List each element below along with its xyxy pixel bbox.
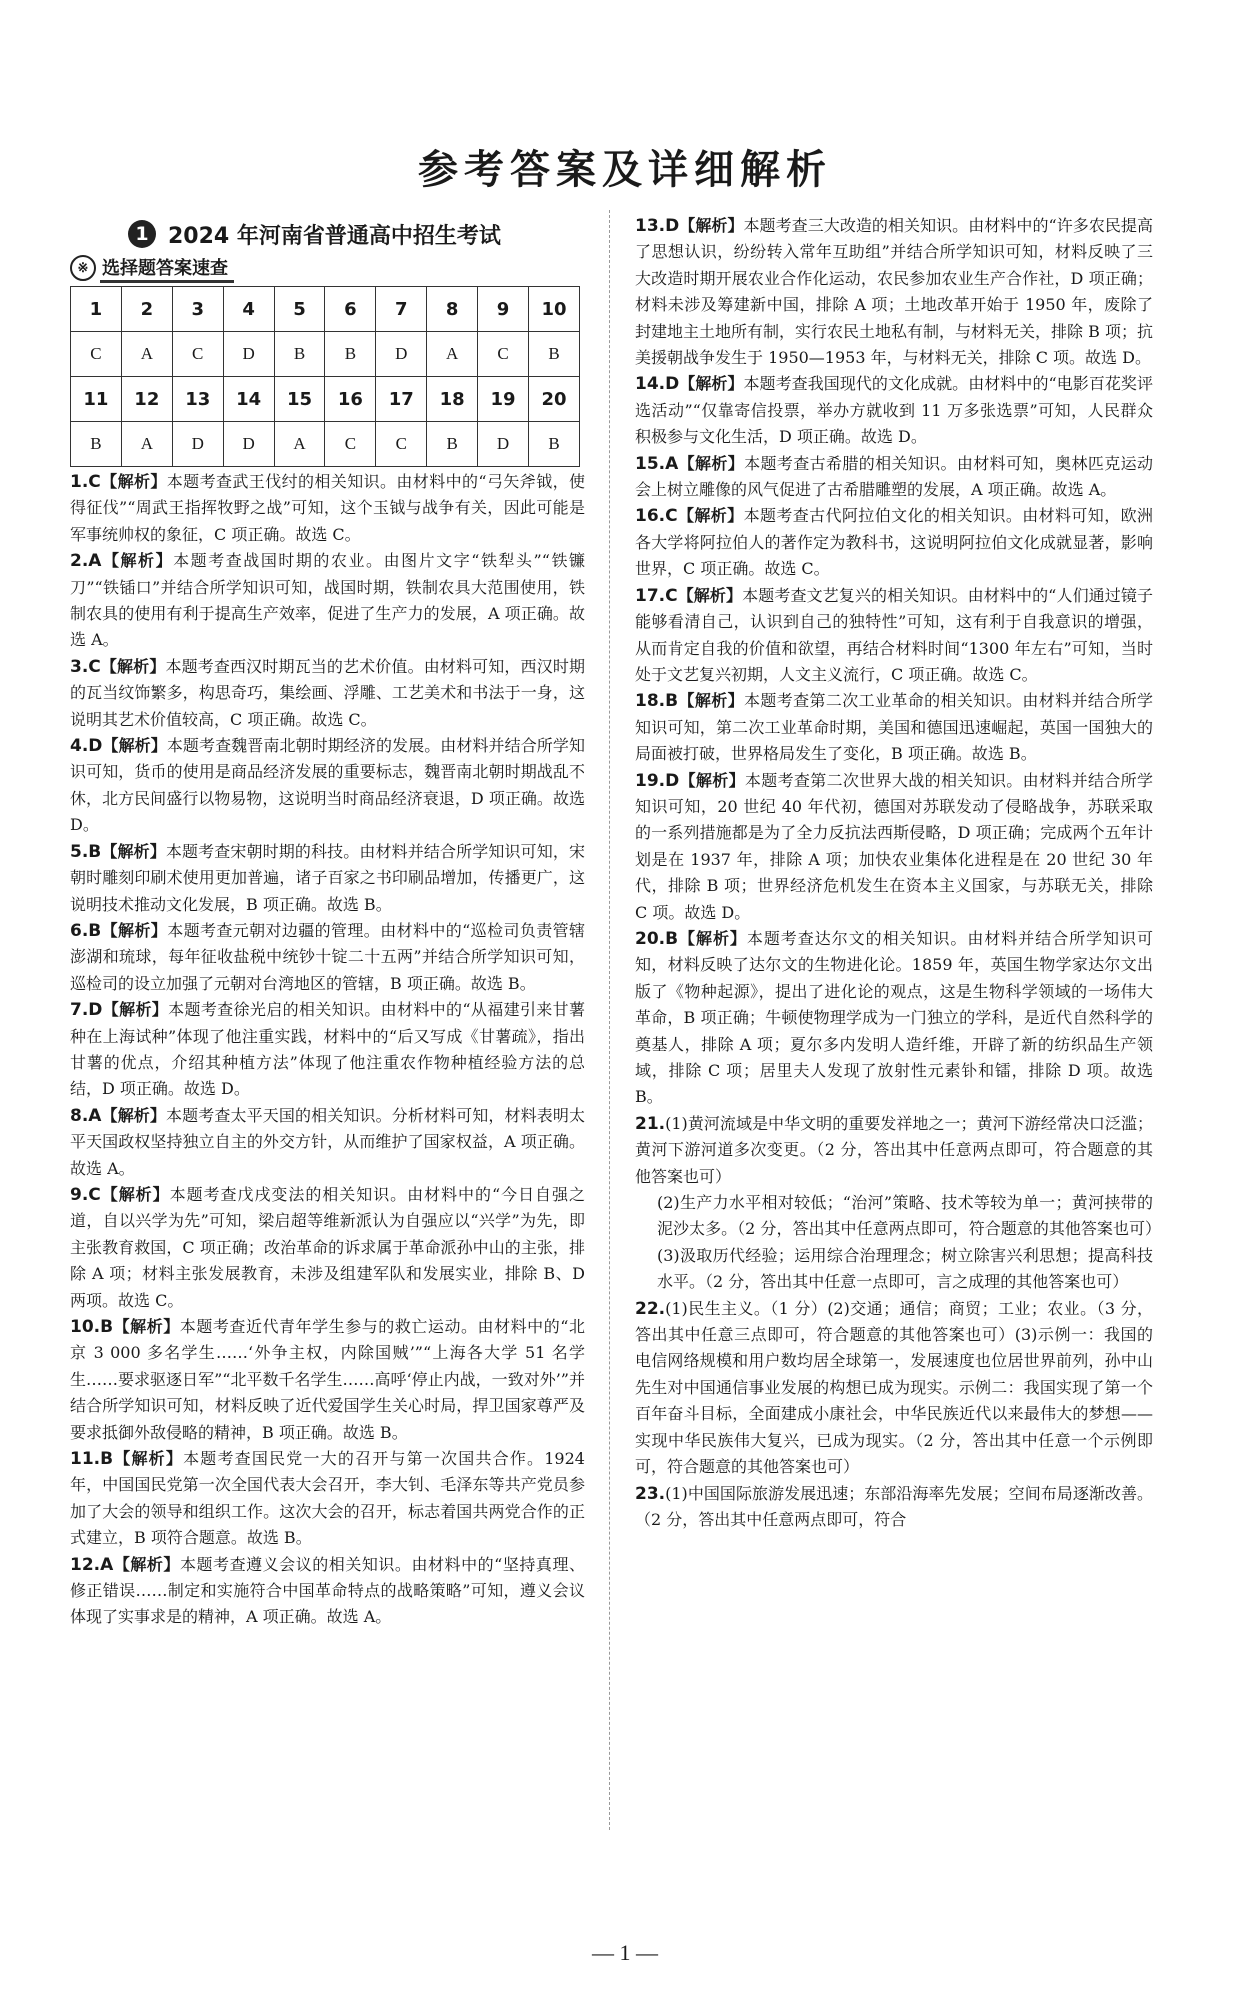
question-answer-number: 13.D: [635, 216, 680, 236]
question-number-cell: 15: [274, 377, 325, 422]
analysis-tag: 【解析】: [113, 1554, 180, 1574]
question-answer-number: 7.D: [70, 1000, 103, 1021]
quick-answer-label: 选择题答案速查: [100, 254, 234, 283]
question-number-cell: 11: [71, 377, 122, 422]
question-answer-number: 19.D: [635, 770, 680, 791]
page-number: — 1 —: [592, 1940, 658, 1965]
answer-text: (1)民生主义。（1 分）(2)交通；通信；商贸；工业；农业。（3 分，答出其中任意三点即可，符合题意的其他答案也可）(3)示例一：我国的电信网络规模和用户数均居全球第一，发展速度也位居世界前列，孙中山先生对中国通信事业发展的构想已成为现实。示例二：我国实现了第一个百年奋斗目标，全面建成小康社会，中华民族近代以来最伟大的梦想——实现中华民族伟大复兴，已成为现实。（2 分，答出其中任意一个示例即可，符合题意的其他答案也可）: [635, 1298, 1153, 1477]
explanation-text: 本题考查宋朝时期的科技。由材料并结合所学知识可知，宋朝时雕刻印刷术使用更加普遍，诸子百家之书印刷品增加，传播更广，这说明技术推动文化发展，B 项正确。故选 B。: [70, 841, 585, 914]
explanation-item: [70, 469, 585, 548]
answer-table: [70, 286, 580, 467]
answer-text: (2)生产力水平相对较低；“治河”策略、技术等较为单一；黄河挟带的泥沙太多。（2 分，答出其中任意两点即可，符合题意的其他答案也可）(3)汲取历代经验；运用综合治理理念；树立除害兴利思想；提高科技水平。（2 分，答出其中任意一点即可，言之成理的其他答案也可）: [657, 1193, 1153, 1292]
explanation-text: 本题考查戊戌变法的相关知识。由材料中的“今日自强之道，自以兴学为先”可知，梁启超等维新派认为自强应以“兴学”为先，即主张教育救国，C 项正确；改治革命的诉求属于革命派孙中山的主张，排除 A 项；材料主张发展教育，未涉及组建军队和发展实业，排除 B、D 两项。故选 C。: [70, 1184, 585, 1310]
question-answer-number: 8.A: [70, 1105, 102, 1126]
analysis-tag: 【解析】: [678, 928, 747, 948]
answer-table-number-row: [71, 377, 580, 422]
explanation-item: [70, 839, 585, 918]
answer-letter-cell: B: [274, 332, 325, 377]
question-answer-number: 3.C: [70, 656, 101, 677]
analysis-tag: 【解析】: [678, 691, 744, 711]
question-answer-number: 5.B: [70, 841, 102, 862]
analysis-tag: 【解析】: [100, 1184, 170, 1204]
question-number-cell: 12: [121, 377, 172, 422]
question-number-cell: 18: [427, 377, 478, 422]
question-number-cell: 8: [427, 287, 478, 332]
explanation-item: [635, 451, 1153, 504]
analysis-tag: 【解析】: [101, 841, 166, 861]
left-explanations: [70, 469, 585, 1631]
explanation-item: [70, 548, 585, 654]
question-answer-number: 12.A: [70, 1554, 114, 1575]
explanation-text: 本题考查武王伐纣的相关知识。由材料中的“弓矢斧钺，使得征伐”“周武王指挥牧野之战”可知，这个玉钺与战争有关，因此可能是军事统帅权的象征，C 项正确。故选 C。: [70, 472, 585, 544]
explanation-item: [635, 926, 1153, 1111]
explanation-text: 本题考查战国时期的农业。由图片文字“铁犁头”“铁镰刀”“铁锸口”并结合所学知识可知，战国时期，铁制农具大范围使用，铁制农具的使用有利于提高生产效率，促进了生产力的发展，A 项正确。故选 A。: [70, 551, 585, 650]
explanation-text: 本题考查遵义会议的相关知识。由材料中的“坚持真理、修正错误……制定和实施符合中国革命特点的战略策略”可知，遵义会议体现了实事求是的精神，A 项正确。故选 A。: [70, 1554, 585, 1627]
answer-letter-cell: D: [376, 332, 427, 377]
question-answer-number: 18.B: [635, 691, 679, 712]
question-answer-number: 2.A: [70, 551, 102, 572]
question-answer-number: 1.C: [70, 472, 101, 492]
analysis-tag: 【解析】: [113, 1317, 180, 1336]
explanation-item: [635, 213, 1153, 371]
explanation-text: 本题考查古代阿拉伯文化的相关知识。由材料可知，欧洲各大学将阿拉伯人的著作定为教科书，这说明阿拉伯文化成就显著，影响世界，C 项正确。故选 C。: [635, 506, 1153, 579]
question-number-cell: 6: [325, 287, 376, 332]
answer-letter-cell: C: [478, 332, 529, 377]
question-answer-number: 17.C: [635, 585, 678, 606]
question-number-cell: 17: [376, 377, 427, 422]
answer-letter-cell: D: [223, 332, 274, 377]
explanation-text: 本题考查元朝对边疆的管理。由材料中的“巡检司负责管辖澎湖和琉球，每年征收盐税中统钞十锭二十五两”并结合所学知识可知，巡检司的设立加强了元朝对台湾地区的管辖，B 项正确。故选 B。: [70, 920, 585, 993]
analysis-tag: 【解析】: [679, 216, 744, 235]
question-21: [635, 1111, 1153, 1296]
explanation-item: [70, 1552, 585, 1631]
quick-answer-header: [70, 254, 585, 282]
question-number-cell: 20: [529, 377, 580, 422]
answer-letter-cell: D: [478, 422, 529, 467]
analysis-tag: 【解析】: [101, 920, 168, 940]
answer-letter-cell: B: [427, 422, 478, 467]
analysis-tag: 【解析】: [101, 551, 174, 571]
question-22: [635, 1296, 1153, 1481]
answer-text: (1)中国国际旅游发展迅速；东部沿海率先发展；空间布局逐渐改善。（2 分，答出其中任意两点即可，符合: [635, 1483, 1153, 1529]
explanation-text: 本题考查徐光启的相关知识。由材料中的“从福建引来甘薯种在上海试种”体现了他注重实践，材料中的“后又写成《甘薯疏》，指出甘薯的优点，介绍其种植方法”体现了他注重农作物种植经验方法的总结，D 项正确。故选 D。: [70, 1000, 585, 1099]
question-answer-number: 9.C: [70, 1184, 101, 1205]
explanation-text: 本题考查达尔文的相关知识。由材料并结合所学知识可知，材料反映了达尔文的生物进化论。1859 年，英国生物学家达尔文出版了《物种起源》，提出了进化论的观点，这是生物科学领域的一场伟大革命，B 项正确；牛顿使物理学成为一门独立的学科，是近代自然科学的奠基人，排除 A 项；夏尔多内发明人造纤维，开辟了新的纺织品生产领域，排除 C 项；居里夫人发现了放射性元素钋和镭，排除 D 项。故选 B。: [635, 928, 1153, 1107]
question-number: 22.: [635, 1298, 666, 1319]
question-number: 23.: [635, 1483, 666, 1504]
question-answer-number: 10.B: [70, 1317, 114, 1337]
answer-letter-cell: D: [223, 422, 274, 467]
explanation-item: [635, 688, 1153, 767]
column-divider: [609, 210, 610, 1830]
question-number-cell: 4: [223, 287, 274, 332]
question-number-cell: 7: [376, 287, 427, 332]
question-number-cell: 2: [121, 287, 172, 332]
explanation-item: [635, 371, 1153, 450]
analysis-tag: 【解析】: [679, 770, 745, 790]
analysis-tag: 【解析】: [677, 506, 744, 526]
answer-letter-cell: A: [121, 422, 172, 467]
question-number-cell: 16: [325, 377, 376, 422]
analysis-tag: 【解析】: [102, 736, 167, 756]
analysis-tag: 【解析】: [113, 1449, 184, 1469]
right-explanations: [635, 213, 1153, 1111]
question-number-cell: 19: [478, 377, 529, 422]
answer-letter-cell: B: [71, 422, 122, 467]
analysis-tag: 【解析】: [100, 656, 166, 676]
answer-letter-cell: A: [427, 332, 478, 377]
question-answer-number: 11.B: [70, 1449, 114, 1470]
question-answer-number: 4.D: [70, 736, 103, 757]
explanation-text: 本题考查第二次工业革命的相关知识。由材料并结合所学知识可知，第二次工业革命时期，美国和德国迅速崛起，英国一国独大的局面被打破，世界格局发生了变化，B 项正确。故选 B。: [635, 691, 1153, 764]
question-number: 21.: [635, 1113, 666, 1134]
question-answer-number: 14.D: [635, 374, 680, 395]
question-number-cell: 10: [529, 287, 580, 332]
explanation-text: 本题考查第二次世界大战的相关知识。由材料并结合所学知识可知，20 世纪 40 年代初，德国对苏联发动了侵略战争，苏联采取的一系列措施都是为了全力反抗法西斯侵略，D 项正确；完成两个五年计划是在 1937 年，排除 A 项；加快农业集体化进程是在 20 世纪 30 年代，排除 B 项；世界经济危机发生在资本主义国家，与苏联无关，排除 C 项。故选 D。: [635, 770, 1153, 922]
explanation-item: [70, 1103, 585, 1182]
answer-letter-cell: B: [529, 332, 580, 377]
explanation-item: [70, 997, 585, 1103]
explanation-text: 本题考查文艺复兴的相关知识。由材料中的“人们通过镜子能够看清自己，认识到自己的独特性”可知，这有利于自我意识的增强，从而肯定自我的价值和欲望，再结合材料时间“1300 年左右”可知，当时处于文艺复兴初期，人文主义流行，C 项正确。故选 C。: [635, 585, 1153, 684]
answer-letter-cell: D: [172, 422, 223, 467]
analysis-tag: 【解析】: [102, 1000, 169, 1020]
question-23: [635, 1481, 1153, 1534]
answer-letter-cell: C: [71, 332, 122, 377]
answer-letter-cell: A: [274, 422, 325, 467]
analysis-tag: 【解析】: [100, 472, 167, 491]
explanation-item: [70, 1446, 585, 1552]
question-number-cell: 13: [172, 377, 223, 422]
answer-letter-cell: C: [376, 422, 427, 467]
explanation-item: [70, 654, 585, 733]
explanation-text: 本题考查我国现代的文化成就。由材料中的“电影百花奖评选活动”“仅靠寄信投票，举办方就收到 11 万多张选票”可知，人民群众积极参与文化生活，D 项正确。故选 D。: [635, 374, 1153, 447]
answer-table-number-row: [71, 287, 580, 332]
analysis-tag: 【解析】: [101, 1105, 167, 1125]
question-number-cell: 14: [223, 377, 274, 422]
exam-header: [128, 216, 585, 252]
explanation-item: [635, 768, 1153, 926]
explanation-item: [70, 918, 585, 997]
analysis-tag: 【解析】: [679, 374, 744, 394]
answer-letter-cell: C: [172, 332, 223, 377]
explanation-text: 本题考查近代青年学生参与的救亡运动。由材料中的“北京 3 000 多名学生……‘外争主权，内除国贼’”“上海各大学 51 名学生……要求驱逐日军”“北平数千名学生……高呼‘停止内战，一致对外’”并结合所学知识可知，材料反映了近代爱国学生关心时局，捍卫国家尊严及要求抵御外敌侵略的精神，B 项正确。故选 B。: [70, 1317, 585, 1442]
analysis-tag: 【解析】: [678, 453, 745, 473]
question-number-cell: 5: [274, 287, 325, 332]
question-answer-number: 20.B: [635, 928, 679, 949]
answer-letter-cell: B: [325, 332, 376, 377]
answer-table-answer-row: [71, 422, 580, 467]
answer-text: (1)黄河流域是中华文明的重要发祥地之一；黄河下游经常决口泛滥；黄河下游河道多次变更。（2 分，答出其中任意两点即可，符合题意的其他答案也可）: [635, 1113, 1153, 1186]
right-column: [635, 213, 1153, 1533]
explanation-item: [70, 1314, 585, 1446]
question-answer-number: 6.B: [70, 920, 102, 941]
explanation-item: [635, 583, 1153, 689]
answer-table-answer-row: [71, 332, 580, 377]
explanation-text: 本题考查魏晋南北朝时期经济的发展。由材料并结合所学知识可知，货币的使用是商品经济发展的重要标志，魏晋南北朝时期战乱不休，北方民间盛行以物易物，这说明当时商品经济衰退，D 项正确。故选 D。: [70, 736, 585, 835]
analysis-tag: 【解析】: [677, 585, 743, 605]
explanation-text: 本题考查古希腊的相关知识。由材料可知，奥林匹克运动会上树立雕像的风气促进了古希腊雕塑的发展，A 项正确。故选 A。: [635, 453, 1153, 500]
question-number-cell: 3: [172, 287, 223, 332]
quick-answer-icon: ※: [70, 255, 96, 281]
left-column: [70, 216, 585, 1631]
exam-number-badge: 1: [128, 220, 156, 248]
explanation-item: [70, 733, 585, 839]
question-number-cell: 9: [478, 287, 529, 332]
question-number-cell: 1: [71, 287, 122, 332]
explanation-text: 本题考查国民党一大的召开与第一次国共合作。1924 年，中国国民党第一次全国代表大会召开，李大钊、毛泽东等共产党员参加了大会的领导和组织工作。这次大会的召开，标志着国共两党合作的正式建立，B 项符合题意。故选 B。: [70, 1449, 585, 1548]
explanation-item: [70, 1182, 585, 1314]
answer-letter-cell: B: [529, 422, 580, 467]
explanation-text: 本题考查西汉时期瓦当的艺术价值。由材料可知，西汉时期的瓦当纹饰繁多，构思奇巧，集绘画、浮雕、工艺美术和书法于一身，这说明其艺术价值较高，C 项正确。故选 C。: [70, 656, 585, 729]
explanation-text: 本题考查太平天国的相关知识。分析材料可知，材料表明太平天国政权坚持独立自主的外交方针，从而维护了国家权益，A 项正确。故选 A。: [70, 1105, 585, 1178]
answer-letter-cell: A: [121, 332, 172, 377]
page-title: 参考答案及详细解析: [418, 147, 832, 193]
answer-letter-cell: C: [325, 422, 376, 467]
exam-title: 2024 年河南省普通高中招生考试: [168, 223, 501, 249]
explanation-item: [635, 503, 1153, 582]
question-answer-number: 16.C: [635, 506, 678, 527]
explanation-text: 本题考查三大改造的相关知识。由材料中的“许多农民提高了思想认识，纷纷转入常年互助组”并结合所学知识可知，材料反映了三大改造时期开展农业合作化运动，农民参加农业生产合作社，D 项正确；材料未涉及筹建新中国，排除 A 项；土地改革开始于 1950 年，废除了封建地主土地所有制，实行农民土地私有制，与材料无关，排除 B 项；抗美援朝战争发生于 1950—1953 年，与材料无关，排除 C 项。故选 D。: [635, 216, 1153, 368]
question-answer-number: 15.A: [635, 453, 679, 474]
